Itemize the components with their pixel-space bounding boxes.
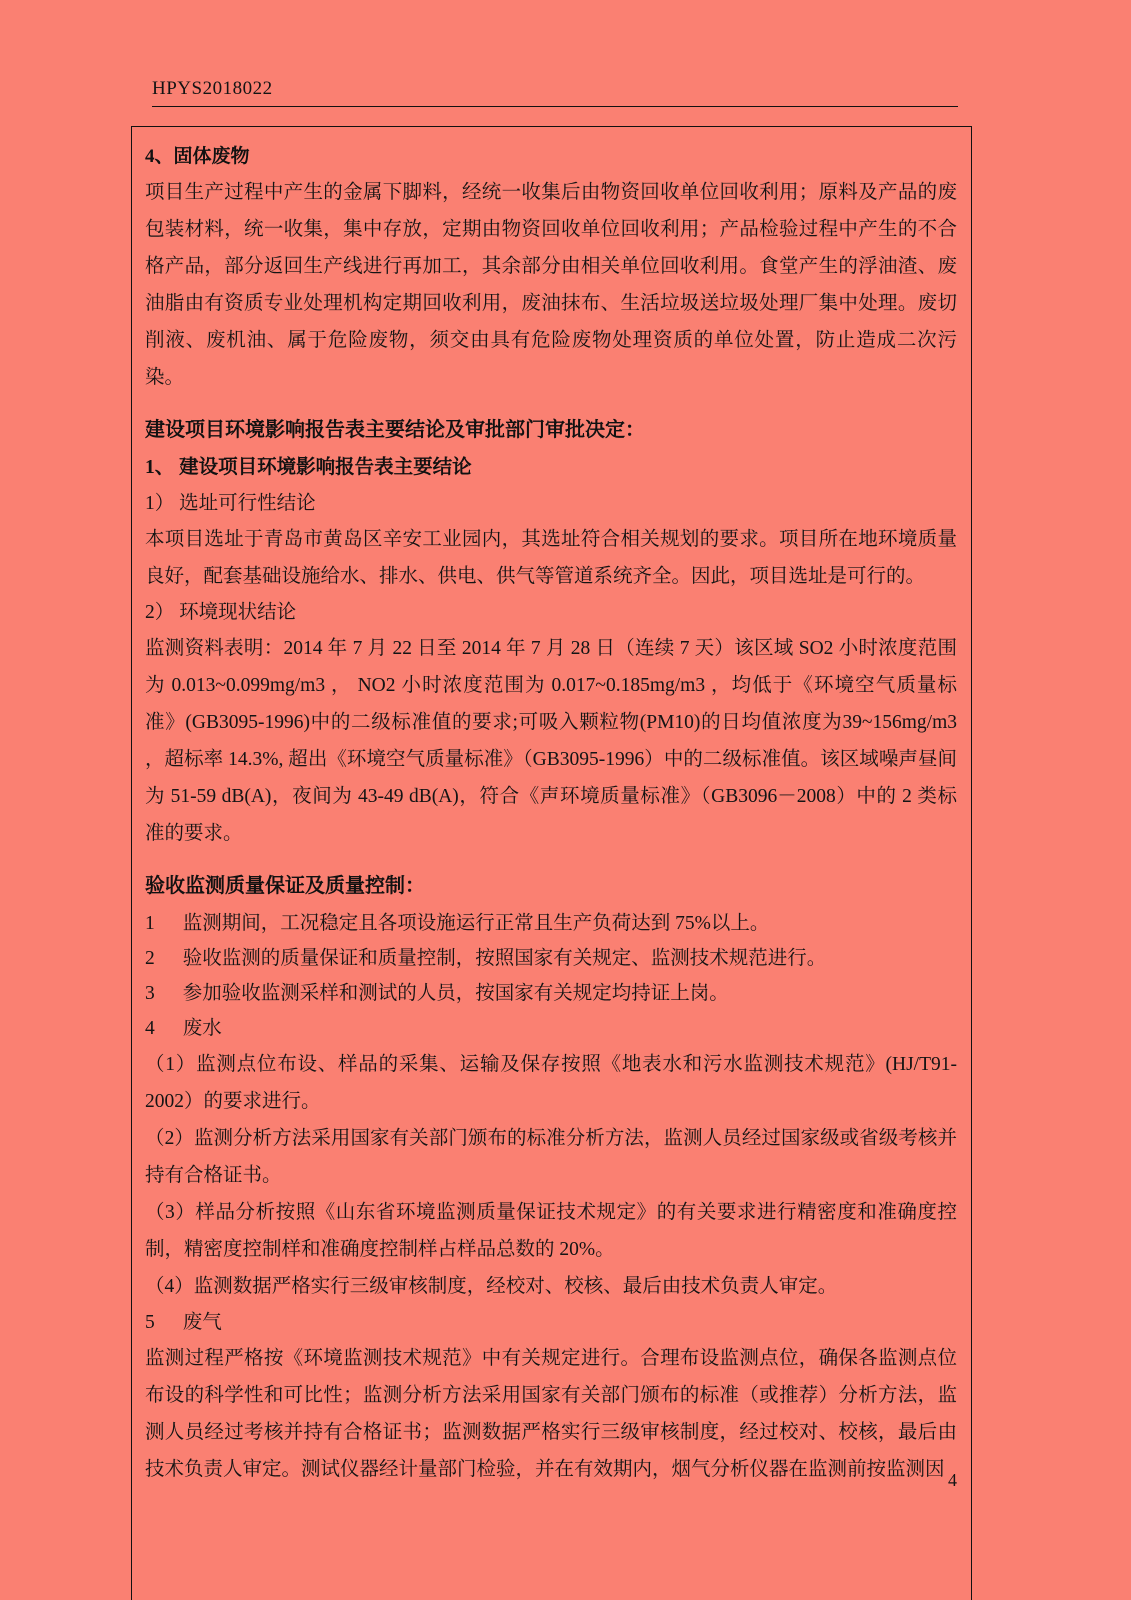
subheading-eia-conclusion: 1、 建设项目环境影响报告表主要结论 — [145, 457, 472, 478]
document-code: HPYS2018022 — [152, 78, 273, 99]
document-content — [145, 140, 957, 1488]
wastewater-item: （1）监测点位布设、样品的采集、运输及保存按照《地表水和污水监测技术规范》(HJ/T91-2002）的要求进行。 — [145, 1054, 957, 1112]
list-item — [145, 906, 957, 941]
header-divider — [152, 106, 958, 107]
item-text-environment-status: 监测资料表明：2014 年 7 月 22 日至 2014 年 7 月 28 日（连续 7 天）该区域 SO2 小时浓度范围为 0.013~0.099mg/m3 ， NO2 小时浓度范围为 0.017~0.185mg/m3 ，均低于《环境空气质量标准》(GB3095-1996)中的二级标准值的要求;可吸入颗粒物(PM10)的日均值浓度为39~156mg/m3 ，超标率 14.3%, 超出《环境空气质量标准》（GB3095-1996）中的二级标准值。该区域噪声昼间为 51-59 dB(A)，夜间为 43-49 dB(A)，符合《声环境质量标准》（GB3096－2008）中的 2 类标准的要求。 — [145, 638, 957, 844]
list-text: 废水 — [182, 1018, 222, 1039]
list-number: 3 — [145, 983, 155, 1004]
wastewater-item: （4）监测数据严格实行三级审核制度，经校对、校核、最后由技术负责人审定。 — [145, 1276, 838, 1297]
item-label-environment-status: 2） 环境现状结论 — [145, 602, 297, 623]
list-number: 5 — [145, 1312, 155, 1333]
page-header — [152, 78, 958, 107]
spacer — [145, 396, 957, 402]
item-label-site-feasibility: 1） 选址可行性结论 — [145, 493, 316, 514]
list-text: 验收监测的质量保证和质量控制，按照国家有关规定、监测技术规范进行。 — [182, 948, 827, 969]
list-text: 监测期间，工况稳定且各项设施运行正常且生产负荷达到 75%以上。 — [182, 913, 770, 934]
item-text-site-feasibility: 本项目选址于青岛市黄岛区辛安工业园内，其选址符合相关规划的要求。项目所在地环境质量良好，配套基础设施给水、排水、供电、供气等管道系统齐全。因此，项目选址是可行的。 — [145, 529, 957, 587]
spacer — [145, 852, 957, 858]
list-number: 2 — [145, 948, 155, 969]
list-number: 4 — [145, 1018, 155, 1039]
page-number: 4 — [948, 1470, 957, 1490]
section-heading-eia-conclusion: 建设项目环境影响报告表主要结论及审批部门审批决定： — [145, 419, 645, 441]
list-item — [145, 1011, 957, 1046]
section-heading-solid-waste: 4、固体废物 — [145, 146, 250, 167]
list-item — [145, 941, 957, 976]
wastewater-item: （3）样品分析按照《山东省环境监测质量保证技术规定》的有关要求进行精密度和准确度控制，精密度控制样和准确度控制样占样品总数的 20%。 — [145, 1202, 957, 1260]
list-item — [145, 976, 957, 1011]
list-number: 1 — [145, 913, 155, 934]
waste-gas-label-row — [145, 1305, 957, 1340]
wastewater-item: （2）监测分析方法采用国家有关部门颁布的标准分析方法，监测人员经过国家级或省级考核并持有合格证书。 — [145, 1128, 957, 1186]
waste-gas-text: 监测过程严格按《环境监测技术规范》中有关规定进行。合理布设监测点位，确保各监测点位布设的科学性和可比性；监测分析方法采用国家有关部门颁布的标准（或推荐）分析方法，监测人员经过考核并持有合格证书；监测数据严格实行三级审核制度，经过校对、校核，最后由技术负责人审定。测试仪器经计量部门检验，并在有效期内，烟气分析仪器在监测前按监测因 — [145, 1348, 957, 1480]
section-heading-quality-assurance: 验收监测质量保证及质量控制： — [145, 875, 425, 897]
paragraph-solid-waste: 项目生产过程中产生的金属下脚料，经统一收集后由物资回收单位回收利用；原料及产品的废包装材料，统一收集，集中存放，定期由物资回收单位回收利用；产品检验过程中产生的不合格产品，部分返回生产线进行再加工，其余部分由相关单位回收利用。食堂产生的浮油渣、废油脂由有资质专业处理机构定期回收利用，废油抹布、生活垃圾送垃圾处理厂集中处理。废切削液、废机油、属于危险废物，须交由具有危险废物处理资质的单位处置，防止造成二次污染。 — [145, 182, 957, 388]
waste-gas-label: 废气 — [182, 1312, 222, 1333]
list-text: 参加验收监测采样和测试的人员，按国家有关规定均持证上岗。 — [182, 983, 729, 1004]
